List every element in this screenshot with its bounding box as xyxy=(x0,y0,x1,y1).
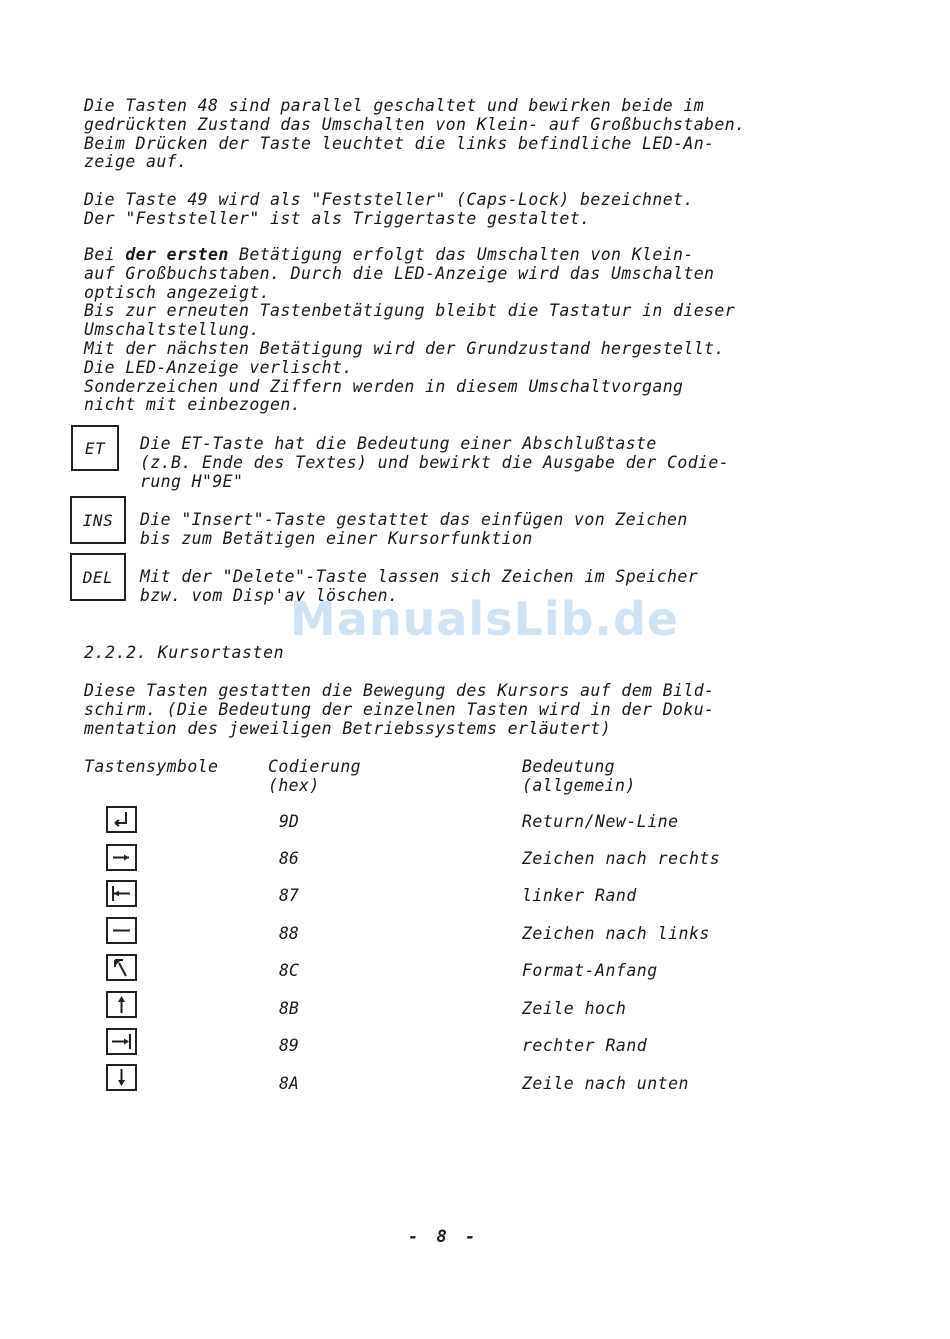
arrow-down-icon xyxy=(106,1064,137,1091)
text-line: Bis zur erneuten Tastenbetätigung bleibt die Tastatur in dieser xyxy=(84,301,736,321)
text-line: zeige auf. xyxy=(84,152,188,172)
text-line: Mit der "Delete"-Taste lassen sich Zeichen im Speicher xyxy=(140,567,699,586)
left-margin-icon xyxy=(106,880,137,907)
text-line: Diese Tasten gestatten die Bewegung des Kursors auf dem Bild- xyxy=(84,681,715,700)
row-code: 8B xyxy=(279,999,299,1018)
text-line: rung H"9E" xyxy=(140,471,244,491)
text-line: schirm. (Die Bedeutung der einzelnen Tasten wird in der Doku- xyxy=(84,699,715,719)
watermark: ManualsLib.de xyxy=(290,592,680,646)
et-key-symbol xyxy=(71,425,119,471)
home-icon xyxy=(106,954,137,981)
header-line: Codierung xyxy=(268,757,362,776)
row-code: 89 xyxy=(279,1036,299,1055)
row-meaning: rechter Rand xyxy=(522,1036,648,1055)
header-line: (allgemein) xyxy=(522,775,636,795)
ins-key-description xyxy=(140,511,688,549)
ins-key-symbol xyxy=(70,496,126,544)
text-line: Beim Drücken der Taste leuchtet die links befindliche LED-An- xyxy=(84,133,715,153)
header-line: Bedeutung xyxy=(522,757,616,776)
text-line: Sonderzeichen und Ziffern werden in diesem Umschaltvorgang xyxy=(84,376,684,396)
header-line: Tastensymbole xyxy=(84,757,219,776)
row-code: 86 xyxy=(279,849,299,868)
et-key-description xyxy=(140,435,729,491)
paragraph-cursor-keys xyxy=(84,682,714,738)
header-line: (hex) xyxy=(268,775,320,795)
text-segment: Betätigung erfolgt das Umschalten von Klein- xyxy=(228,245,694,264)
text-line: auf Großbuchstaben. Durch die LED-Anzeige wird das Umschalten xyxy=(84,263,715,283)
text-line: nicht mit einbezogen. xyxy=(84,395,302,415)
page-number: - 8 - xyxy=(408,1227,480,1247)
text-segment: Bei xyxy=(84,245,126,264)
text-line: optisch angezeigt. xyxy=(84,282,271,302)
emphasis-text: der ersten xyxy=(125,245,229,264)
text-line: (z.B. Ende des Textes) und bewirkt die Ausgabe der Codie- xyxy=(140,452,730,472)
right-margin-icon xyxy=(106,1028,137,1055)
paragraph-caps-lock xyxy=(84,191,694,229)
row-meaning: Zeile nach unten xyxy=(522,1074,689,1093)
arrow-up-icon xyxy=(106,991,137,1018)
text-line: Umschaltstellung. xyxy=(84,320,260,340)
text-line: bis zum Betätigen einer Kursorfunktion xyxy=(140,528,533,548)
row-code: 8A xyxy=(279,1074,299,1093)
row-code: 8C xyxy=(279,961,299,980)
table-header-symbols xyxy=(84,758,218,777)
key-label: INS xyxy=(82,510,114,530)
del-key-symbol xyxy=(70,553,126,601)
text-line: Die Tasten 48 sind parallel geschaltet und bewirken beide im xyxy=(84,96,705,115)
row-meaning: Zeichen nach rechts xyxy=(522,849,721,868)
paragraph-shift-keys xyxy=(84,97,745,172)
arrow-right-icon xyxy=(106,844,137,871)
paragraph-toggle-behaviour xyxy=(84,246,735,415)
row-meaning: Zeichen nach links xyxy=(522,924,710,943)
row-code: 9D xyxy=(279,812,299,831)
text-line: gedrückten Zustand das Umschalten von Klein- auf Großbuchstaben. xyxy=(84,114,746,134)
text-line: Der "Feststeller" ist als Triggertaste gestaltet. xyxy=(84,208,591,228)
table-header-meaning xyxy=(522,758,636,796)
row-code: 88 xyxy=(279,924,299,943)
key-label: ET xyxy=(84,438,106,458)
arrow-left-icon xyxy=(106,917,137,944)
section-heading: 2.2.2. Kursortasten xyxy=(84,643,285,662)
text-line: Die Taste 49 wird als "Feststeller" (Caps-Lock) bezeichnet. xyxy=(84,190,694,209)
return-icon xyxy=(106,806,137,833)
row-code: 87 xyxy=(279,886,299,905)
row-meaning: Format-Anfang xyxy=(522,961,658,980)
row-meaning: linker Rand xyxy=(522,886,637,905)
text-line: mentation des jeweiligen Betriebssystems erläutert) xyxy=(84,718,612,738)
text-line: Mit der nächsten Betätigung wird der Grundzustand hergestellt. xyxy=(84,338,725,358)
row-meaning: Return/New-Line xyxy=(522,812,679,831)
text-line: Die "Insert"-Taste gestattet das einfügen von Zeichen xyxy=(140,510,688,529)
text-line: bzw. vom Disp'ay löschen. xyxy=(140,585,399,605)
text-line xyxy=(84,246,735,265)
table-header-code xyxy=(268,758,361,796)
text-line: Die ET-Taste hat die Bedeutung einer Abschlußtaste xyxy=(140,434,657,453)
row-meaning: Zeile hoch xyxy=(522,999,627,1018)
text-line: Die LED-Anzeige verlischt. xyxy=(84,357,353,377)
key-label: DEL xyxy=(82,567,114,587)
